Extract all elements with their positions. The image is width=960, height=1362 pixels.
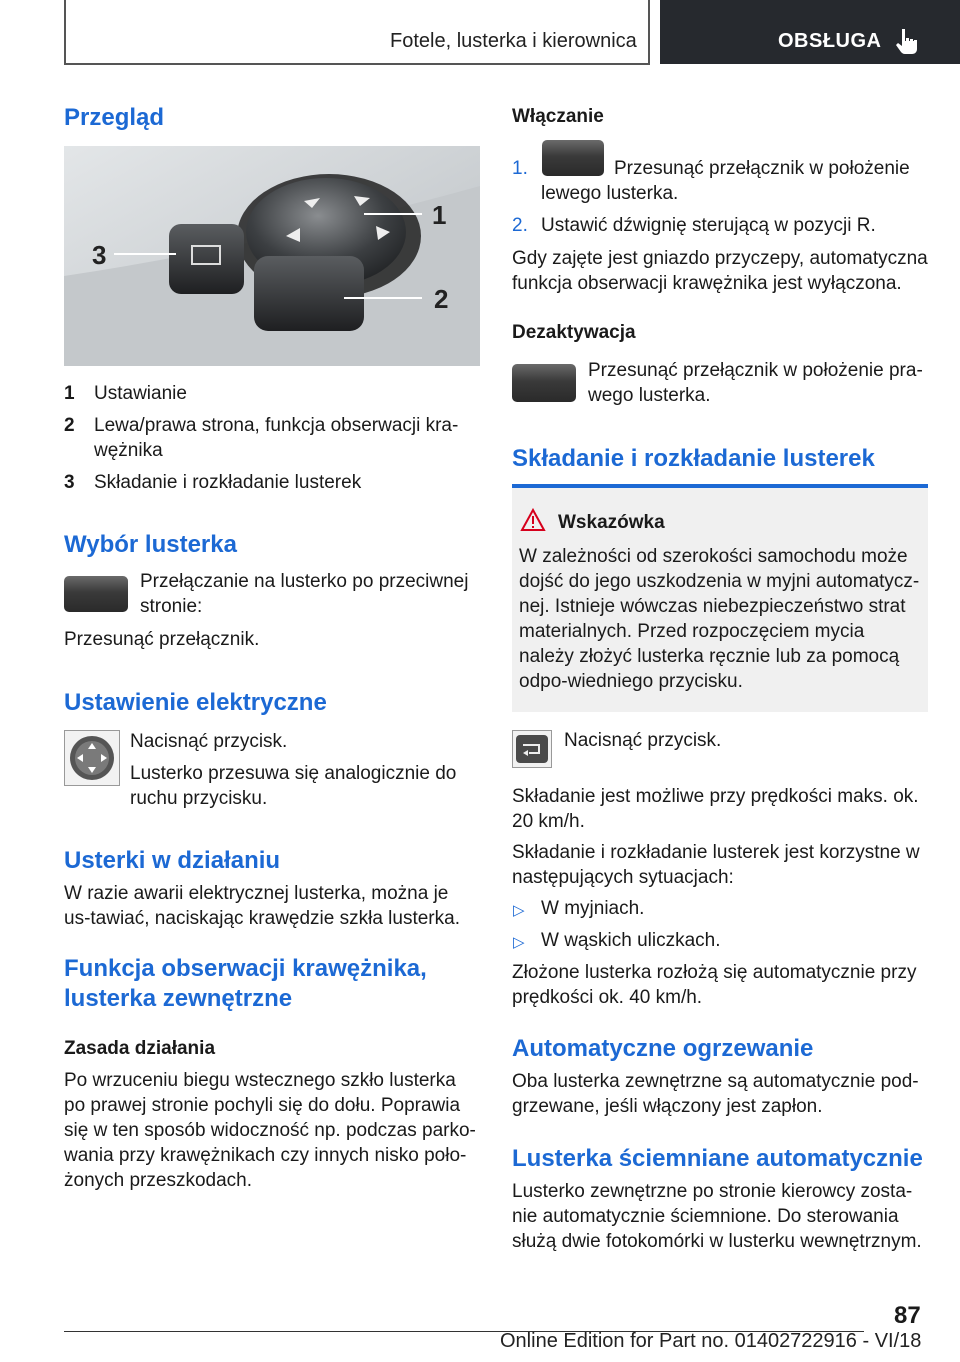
heading-funkcja-line2: lusterka zewnętrzne: [64, 985, 293, 1012]
zasada-text: Po wrzuceniu biegu wstecznego szkło lusterka po prawej stronie pochyli się do dołu. Poprawia się w ten sposób widoczność np. podczas parko-wania przy krawężnikach czy innych nisko poło-żonych przeszkodach.: [64, 1070, 476, 1191]
warning-box-top-rule: [512, 484, 928, 488]
joystick-icon: [64, 730, 120, 786]
fold-mirror-button-icon: [512, 730, 552, 768]
header-rule-mid: [648, 0, 650, 64]
step-text: Ustawić dźwignię sterującą w pozycji R.: [541, 215, 876, 236]
ustawienie-p2: Lusterko przesuwa się analogicznie do ruchu przycisku.: [130, 763, 457, 809]
step-text: Przesunąć przełącznik w położenie lewego lusterka.: [541, 158, 910, 204]
heading-sciemniane: Lusterka ściemniane automatycznie: [512, 1145, 923, 1172]
dezaktywacja-text: Przesunąć przełącznik w położenie pra-wego lusterka.: [588, 360, 923, 406]
heading-wlaczanie: Włączanie: [512, 106, 604, 127]
skladanie-p4: Złożone lusterka rozłożą się automatycznie przy prędkości ok. 40 km/h.: [512, 962, 917, 1008]
chapter-title: Fotele, lusterka i kierownica: [390, 30, 637, 52]
mirror-control-photo: [64, 146, 480, 366]
wybor-after: Przesunąć przełącznik.: [64, 629, 260, 650]
heading-przeglad: Przegląd: [64, 104, 165, 131]
warning-title: Wskazówka: [558, 512, 665, 533]
sciemniane-text: Lusterko zewnętrzne po stronie kierowcy zosta-nie automatycznie ściemnione. Do sterowania służą dwie fotokomórki w lusterku wewnętrznym.: [512, 1181, 922, 1252]
hand-pointer-icon: [893, 26, 923, 56]
warning-triangle-icon: [520, 508, 546, 532]
wlaczanie-after: Gdy zajęte jest gniazdo przyczepy, automatyczna funkcja obserwacji krawężnika jest wyłączona.: [512, 248, 928, 294]
page-number: 87: [894, 1302, 921, 1329]
skladanie-p2: Składanie jest możliwe przy prędkości maks. ok. 20 km/h.: [512, 786, 919, 832]
mirror-switch-right-icon: [512, 362, 576, 402]
heading-ogrzewanie: Automatyczne ogrzewanie: [512, 1035, 814, 1062]
skladanie-p3: Składanie i rozkładanie lusterek jest korzystne w następujących sytuacjach:: [512, 842, 920, 888]
step-number: 1.: [512, 158, 528, 179]
heading-zasada: Zasada działania: [64, 1038, 216, 1059]
heading-skladanie: Składanie i rozkładanie lusterek: [512, 445, 875, 472]
wybor-text: Przełączanie na lusterko po przeciwnej stronie:: [140, 571, 469, 617]
ustawienie-p1: Nacisnąć przycisk.: [130, 731, 288, 752]
heading-dezaktywacja: Dezaktywacja: [512, 322, 636, 343]
photo-label-3: 3: [92, 240, 107, 270]
heading-usterki: Usterki w działaniu: [64, 847, 281, 874]
heading-funkcja-line1: Funkcja obserwacji krawężnika,: [64, 955, 427, 982]
skladanie-bullet: W myjniach.: [541, 898, 645, 919]
skladanie-bullet: W wąskich uliczkach.: [541, 930, 721, 951]
warning-text: W zależności od szerokości samochodu może dojść do jego uszkodzenia w myjni automatycz-nej. Istnieje wówczas niebezpieczeństwo strat materialnych. Przed rozpoczęciem mycia należy złożyć lusterka ręcznie lub za pomocą odpo-wiedniego przycisku.: [519, 546, 920, 692]
header-rule-bottom: [64, 63, 650, 65]
usterki-text: W razie awarii elektrycznej lusterka, można je us-tawiać, naciskając krawędzie szkła lusterka.: [64, 883, 460, 929]
bullet-triangle-icon: ▷: [513, 902, 525, 919]
step-number: 2.: [512, 215, 528, 236]
section-tab-label: OBSŁUGA: [778, 30, 882, 52]
header-rule-left: [64, 0, 66, 64]
mirror-switch-icon: [64, 572, 128, 612]
skladanie-p1: Nacisnąć przycisk.: [564, 730, 722, 751]
mirror-switch-illustration: [64, 146, 480, 366]
photo-label-1: 1: [432, 200, 447, 230]
heading-wybor-lusterka: Wybór lusterka: [64, 531, 237, 558]
footer-edition: Online Edition for Part no. 01402722916 - VI/18: [500, 1330, 922, 1352]
bullet-triangle-icon: ▷: [513, 934, 525, 951]
ogrzewanie-text: Oba lusterka zewnętrzne są automatycznie pod-grzewane, jeśli włączony jest zapłon.: [512, 1071, 919, 1117]
heading-ustawienie: Ustawienie elektryczne: [64, 689, 327, 716]
photo-label-2: 2: [434, 284, 449, 314]
